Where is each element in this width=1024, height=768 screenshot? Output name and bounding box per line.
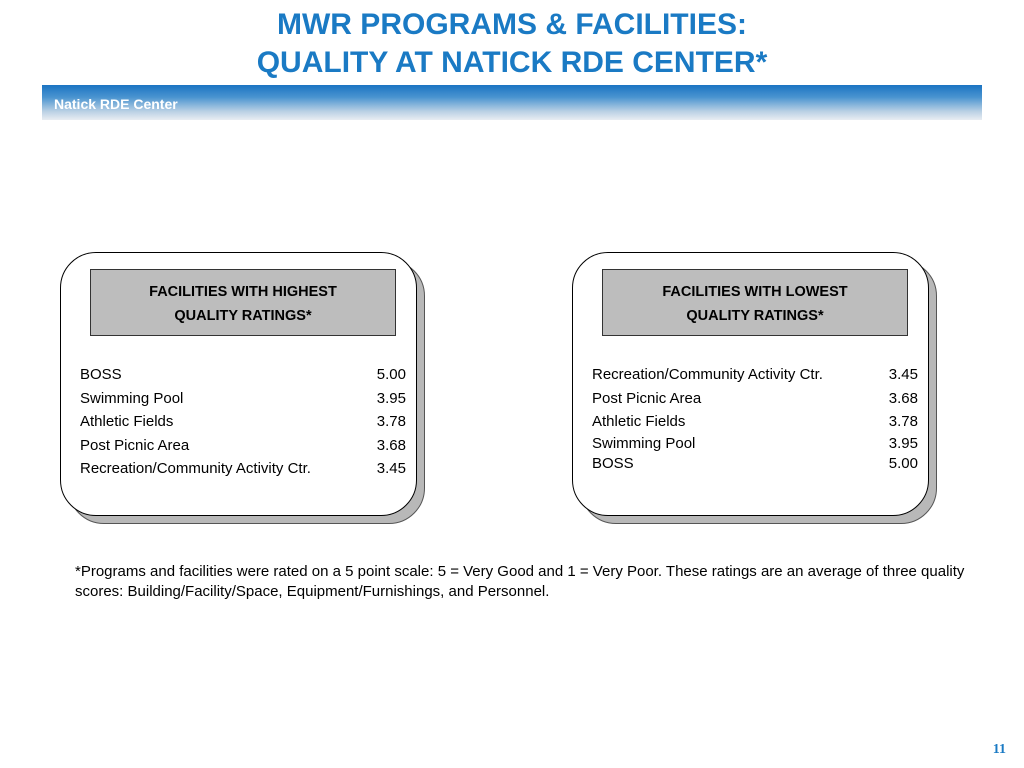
list-item [80, 363, 407, 387]
facility-name: Post Picnic Area [80, 436, 190, 454]
list-item [592, 387, 919, 411]
list-item [592, 454, 919, 475]
facility-rating: 3.45 [888, 366, 918, 383]
facility-name: Swimming Pool [80, 389, 184, 407]
lowest-ratings-heading [602, 269, 908, 336]
facility-rating: 3.78 [888, 413, 918, 430]
facility-name: Recreation/Community Activity Ctr. [592, 366, 823, 383]
facility-rating: 3.78 [376, 413, 406, 430]
lowest-ratings-panel [572, 252, 929, 516]
panel-box [60, 252, 417, 516]
rating-scale-footnote: *Programs and facilities were rated on a 5 point scale: 5 = Very Good and 1 = Very Poor. These ratings are an average of three quality scores: Building/Facility/Space, Equipment/Furnishings, and Personnel. [75, 563, 965, 600]
slide-title [0, 6, 1024, 82]
facility-name: Swimming Pool [592, 434, 696, 452]
heading-line2: QUALITY RATINGS* [686, 308, 824, 324]
header-bar [42, 85, 982, 120]
heading-line2: QUALITY RATINGS* [174, 308, 312, 324]
list-item [80, 410, 407, 434]
facility-name: Athletic Fields [80, 413, 174, 430]
highest-ratings-panel [60, 252, 417, 516]
panel-box [572, 252, 929, 516]
list-item [80, 457, 407, 481]
header-bar-label: Natick RDE Center [54, 96, 178, 112]
heading-line1: FACILITIES WITH LOWEST [662, 284, 848, 300]
facility-rating: 3.95 [376, 389, 406, 407]
highest-ratings-list [80, 363, 407, 481]
facility-name: BOSS [592, 455, 634, 472]
facility-rating: 3.95 [888, 434, 918, 452]
facility-rating: 5.00 [888, 455, 918, 472]
facility-rating: 5.00 [376, 366, 406, 383]
facility-rating: 3.68 [376, 436, 406, 454]
list-item [592, 410, 919, 434]
slide-title-line1: MWR PROGRAMS & FACILITIES: [277, 8, 747, 41]
list-item [80, 434, 407, 458]
heading-line1: FACILITIES WITH HIGHEST [149, 284, 337, 300]
highest-ratings-heading [90, 269, 396, 336]
list-item [592, 434, 919, 455]
facility-name: Post Picnic Area [592, 389, 702, 407]
facility-name: BOSS [80, 366, 122, 383]
page-number: 11 [992, 742, 1006, 757]
facility-name: Recreation/Community Activity Ctr. [80, 460, 311, 477]
facility-rating: 3.45 [376, 460, 406, 477]
lowest-ratings-list [592, 363, 919, 475]
facility-name: Athletic Fields [592, 413, 686, 430]
list-item [592, 363, 919, 387]
facility-rating: 3.68 [888, 389, 918, 407]
slide-title-line2: QUALITY AT NATICK RDE CENTER* [256, 46, 768, 79]
list-item [80, 387, 407, 411]
